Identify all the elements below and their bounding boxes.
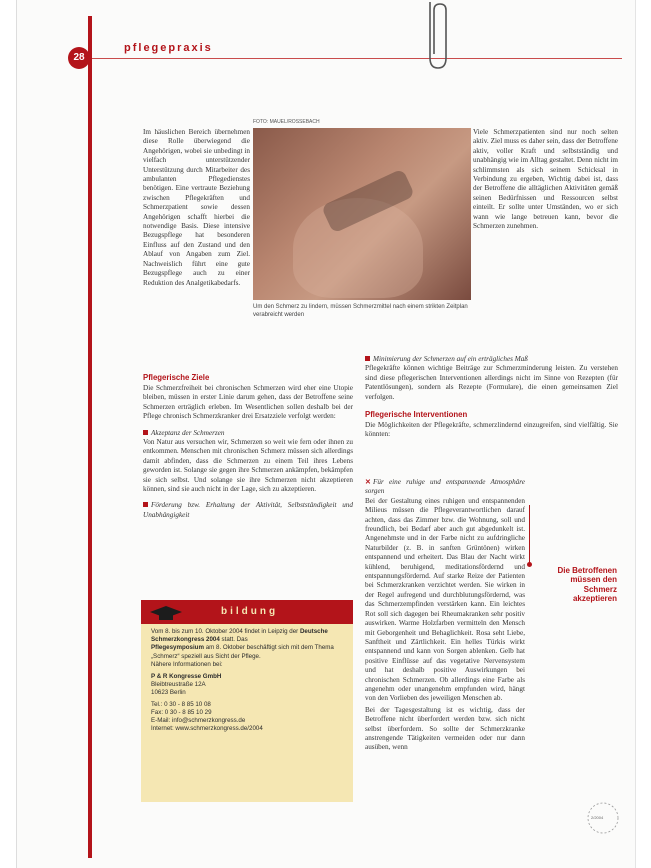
header-rule: [92, 58, 622, 59]
right-top-text: Viele Schmerzpatienten sind nur noch selten aktiv. Ziel muss es daher sein, dass der Betroffene aktiv, voller Kraft und selbstständig und unabhängig wie im Alltag gestaltet. Denn nicht im schlimmsten als sich seinem Schicksal in Verbindung zu ergeben, Wichtig dabei ist, dass der Betroffene die alltäglichen Aktivitäten gemäß seinen Bedürfnissen und Ressourcen selbst einteilt. Er sollte unter Umständen, wo er sich wann wie lange betreuen kann, bevor die Schmerzen zunehmen.: [473, 128, 618, 231]
goal-2-title: Förderung bzw. Erhaltung der Aktivität, Selbstständigkeit und Unabhängigkeit: [143, 501, 353, 519]
intro-text: Im häuslichen Bereich übernehmen diese Rolle überwiegend die Angehörigen, wobei sie unbedingt in vielfach unterstützender Unterstützung durch Mitarbeiter des ambulanten Pflegedienstes benötigen. Eine vertraute Beziehung zwischen Pflegekräften und Schmerzpatient sowie dessen Angehörigen schafft hierbei die notwendige Basis. Diese intensive Bezugspflege hat besonderen Einfluss auf den Zustand und den Ablauf von Angaben zum Ziel. Nachweislich führt eine gute Bezugspflege auch zu einer Reduktion des Analgetikabedarfs.: [143, 128, 250, 287]
interventions-heading: Pflegerische Interventionen: [365, 410, 468, 420]
intervention-1: ✕ Für eine ruhige und entspannende Atmosphäre sorgen: [365, 478, 525, 496]
box-fax: Fax: 0 30 - 8 85 10 29: [151, 708, 212, 716]
bullet-square-icon: [143, 430, 148, 435]
photo-credit: FOTO: MAUEL/ROSSEBACH: [253, 119, 320, 125]
stamp-text: 2/2004: [591, 815, 604, 820]
intervention-1-text: Bei der Gestaltung eines ruhigen und entspannenden Milieus müssen die Pflegeverantwortlichen darauf achten, dass das Zimmer bzw. die Wohnung, soll und freundlich, bei Bedarf aber auch gut abgedunkelt ist. Angenehmste und in der Farbe nicht zu aufdringliche Naturbilder (z. B. in sanften Grüntönen) wirken entspannend und erheitert. Das Blau der Nacht wirkt kühlend, beruhigend, meditationsfördernd und entspannungsfördernd. Auf starke Reize der Patienten bei Schmerzkranken verzichtet werden. Sie wirken in der Regel aufregend und durchblutungsfördernd, was das Schmerzempfinden verstärken kann. Ein leichtes Rot soll sich dagegen bei Rheumakranken sehr positiv auswirken. Warme Holzfarben vermitteln den Mensch mit Geborgenheit und Behaglichkeit. Rosa seht Liebe, Sanftheit und Zärtlichkeit. Ein helles Türkis wirkt entspannend und kann von Sorgen ablenken. Gelb hat positive Einflüsse auf das vegetative Nervensystem und hat deshalb positive Auswirkungen bei chronischen Schmerzen. Ob allerdings eine Farbe als angenehm oder unangenehm empfunden wird, hängt von den Vorlieben des jeweiligen Menschen ab.: [365, 496, 525, 703]
box-street: Bleibtreustraße 12A: [151, 681, 206, 689]
education-box: [141, 600, 353, 802]
box-tel: Tel.: 0 30 - 8 85 10 08: [151, 700, 211, 708]
photo-caption: Um den Schmerz zu lindern, müssen Schmerzmittel nach einem strikten Zeitplan verabreicht werden: [253, 301, 473, 319]
box-email[interactable]: E-Mail: info@schmerzkongress.de: [151, 717, 246, 725]
pull-quote-dot: [527, 562, 532, 567]
box-title: bildung: [221, 606, 279, 617]
goals-heading: Pflegerische Ziele: [143, 373, 210, 382]
goal-3-text: Pflegekräfte können wichtige Beiträge zur Schmerzminderung leisten. Zu verstehen sind diese pflegerischen Interventionen allerdings nicht im Sinne von Rezepten (für Patentlösungen), sondern als Rezepte (Formulare), die einen gemeinsamen Ziel verfolgen.: [365, 364, 618, 401]
box-header: [141, 602, 353, 624]
goal-1-title: Akzeptanz der Schmerzen: [151, 428, 225, 437]
box-line-1: Vom 8. bis zum 10. Oktober 2004 findet in Leipzig der Deutsche Schmerzkongress 2004 statt. Das: [151, 628, 328, 644]
interventions-intro: Die Möglichkeiten der Pflegekräfte, schmerzlindernd einzugreifen, sind vielfältig. Sie könnten:: [365, 421, 618, 439]
box-web[interactable]: Internet: www.schmerzkongress.de/2004: [151, 725, 263, 733]
page-number: 28: [68, 47, 90, 69]
graduation-cap-icon: [149, 604, 183, 622]
column-left: [143, 128, 250, 288]
box-body: [151, 628, 345, 733]
tail-text: Bei der Tagesgestaltung ist es wichtig, dass der Betroffene nicht überfordert werden bzw. sich nicht selbst überfordern. So sollte der Schmerzkranke anstrengende Tätigkeiten vermeiden oder nur dann ausüben, wenn: [365, 705, 525, 752]
goal-2: [143, 501, 353, 520]
margin-red-bar: [88, 16, 92, 858]
bullet-square-icon: [365, 356, 370, 361]
intervention-1-title: Für eine ruhige und entspannende Atmosphäre sorgen: [365, 478, 525, 496]
pull-quote-line: [529, 505, 530, 565]
hand-photo: [253, 128, 471, 300]
goal-3: [365, 355, 618, 364]
goal-1-text: Von Natur aus versuchen wir, Schmerzen so weit wie fern oder ihnen zu entkommen. Menschen mit chronischen Schmerz müssen sich allerdings damit abfinden, dass die Schmerzen zu einem Teil ihres Lebens geworden ist. Solange sie gegen ihre Schmerzen ankämpfen, bekämpfen sie sich selbst. Und solange sie ihre Schmerzen nicht akzeptieren können, sind sie auch nicht in der Lage, sich zu akzeptieren.: [143, 438, 353, 494]
column-right-mid: [365, 478, 525, 753]
goals-section: [143, 365, 353, 520]
box-line-3: Nähere Informationen bei:: [151, 660, 223, 668]
box-line-2: Pflegesymposium am 8. Oktober beschäftigt sich mit dem Thema „Schmerz“ speziell aus Sicht der Pflege.: [151, 644, 334, 660]
bullet-square-icon: [143, 502, 148, 507]
goals-text: Die Schmerzfreiheit bei chronischen Schmerzen wird eher eine Utopie bleiben, müssen in erster Linie darum gehen, dass der Betroffene seine Schmerzen erträglich erleben. Im Wesentlichen sollen deshalb bei der Pflege chronisch Schmerzkranker drei Ersatzziele verfolgt werden:: [143, 384, 353, 421]
box-org: P & R Kongresse GmbH: [151, 673, 222, 681]
pull-quote: Die Betroffenen müssen den Schmerz akzeptieren: [557, 566, 617, 604]
column-right-mid-top: [365, 355, 618, 440]
paperclip-icon: [418, 0, 456, 72]
column-right-top: [473, 128, 618, 231]
section-title: pflegepraxis: [124, 42, 213, 54]
journal-stamp: [585, 800, 621, 836]
goal-1: [143, 429, 353, 438]
box-city: 10623 Berlin: [151, 689, 186, 697]
goal-3-title: Minimierung der Schmerzen auf ein erträgliches Maß: [373, 355, 528, 363]
